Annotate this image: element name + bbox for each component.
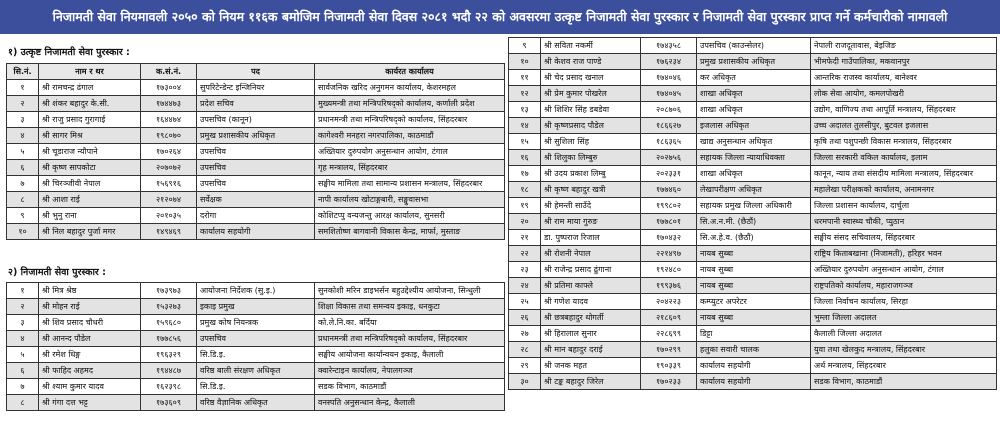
table-row: [7, 192, 505, 208]
cell-serial: १: [7, 283, 39, 299]
cell-post: शाखा अधिकृत: [697, 86, 811, 102]
cell-office: कानून, न्याय तथा संसदीय मामिला मन्त्रालय, सिंहदरबार: [811, 166, 997, 182]
cell-post: उपसचिव: [197, 160, 315, 176]
cell-name: श्री रामचन्द्र ढंगाल: [39, 80, 141, 96]
cell-office: नेपाली राजदूतावास, बेइजिङ: [811, 38, 997, 54]
cell-serial: ८: [7, 395, 39, 411]
cell-office: युवा तथा खेलकुद मन्त्रालय, सिंहदरबार: [811, 342, 997, 358]
cell-staff-id: १६४४७४: [141, 112, 197, 128]
cell-name: श्री केशव राज पाण्डे: [541, 54, 641, 70]
cell-name: श्री राम माया गुरुङ: [541, 214, 641, 230]
table-row: [509, 150, 997, 166]
cell-post: उपसचिव: [197, 144, 315, 160]
cell-post: नायब सुब्बा: [697, 278, 811, 294]
cell-name: श्री गंगा दत्त भट्ट: [39, 395, 141, 411]
cell-staff-id: १७४०४५: [641, 86, 697, 102]
cell-post: नायब सुब्बा: [697, 310, 811, 326]
table-row: [7, 299, 505, 315]
cell-staff-id: १४९४६९: [141, 224, 197, 240]
cell-name: श्री आनन्द पौडेल: [39, 331, 141, 347]
cell-serial: १२: [509, 86, 541, 102]
cell-serial: १०: [7, 224, 39, 240]
cell-staff-id: १९६३२९: [141, 347, 197, 363]
table-row: [509, 38, 997, 54]
cell-office: सङ्घीय मामिला तथा सामान्य प्रशासन मन्त्रालय, सिंहदरबार: [315, 176, 505, 192]
cell-name: श्री कृष्णप्रसाद पौडेल: [541, 118, 641, 134]
cell-serial: १०: [509, 54, 541, 70]
cell-post: डिट्टा: [697, 326, 811, 342]
cell-post: लेखापरीक्षण अधिकृत: [697, 182, 811, 198]
cell-post: सहायक जिल्ला न्यायाधिवक्ता: [697, 150, 811, 166]
cell-name: श्री भुनु राना: [39, 208, 141, 224]
cell-post: सि.डि.इ.: [197, 379, 315, 395]
cell-staff-id: १७३९७३: [141, 283, 197, 299]
table-row: [509, 262, 997, 278]
cell-name: श्री कृष्ण बहादुर खत्री: [541, 182, 641, 198]
cell-office: मुख्यमन्त्री तथा मन्त्रिपरिषद्‌को कार्यालय, कर्णाली प्रदेश: [315, 96, 505, 112]
col-office: कार्यरत कार्यालय: [315, 64, 505, 80]
cell-serial: २५: [509, 294, 541, 310]
cell-name: डा. पुष्पराज रिजाल: [541, 230, 641, 246]
cell-serial: ७: [7, 176, 39, 192]
cell-serial: ५: [7, 347, 39, 363]
table-row: [7, 160, 505, 176]
cell-post: सहायक प्रमुख जिल्ला अधिकारी: [697, 198, 811, 214]
cell-staff-id: २२८६९९: [641, 326, 697, 342]
cell-staff-id: १९४४८७: [141, 363, 197, 379]
table-row: [509, 294, 997, 310]
cell-name: श्री सागर मिश्र: [39, 128, 141, 144]
cell-post: कार्यालय सहयोगी: [197, 224, 315, 240]
cell-staff-id: १९०३३९: [641, 358, 697, 374]
cell-serial: १३: [509, 102, 541, 118]
cell-post: वरिष्ठ बाली संरक्षण अधिकृत: [197, 363, 315, 379]
award-table-2: [6, 282, 505, 411]
cell-office: धरमपानी स्वास्थ्य चौकी, प्युठान: [811, 214, 997, 230]
cell-staff-id: १७४३५८: [641, 38, 697, 54]
cell-name: श्री आशा राई: [39, 192, 141, 208]
table-row: [509, 342, 997, 358]
cell-office: राष्ट्रिय किताबखाना (निजामती), हरिहर भवन: [811, 246, 997, 262]
cell-post: नायब सुब्बा: [697, 246, 811, 262]
cell-serial: १: [7, 80, 39, 96]
cell-staff-id: २१२०७४: [141, 192, 197, 208]
cell-post: कार्यालय सहयोगी: [697, 358, 811, 374]
table-row: [7, 128, 505, 144]
cell-post: इकाइ प्रमुख: [197, 299, 315, 315]
cell-name: श्री चूडाराज न्यौपाने: [39, 144, 141, 160]
cell-post: सि.अ.न.मी. (छैठौं): [697, 214, 811, 230]
cell-staff-id: १७४४७३: [141, 96, 197, 112]
cell-staff-id: २०४२२३: [641, 294, 697, 310]
cell-serial: २३: [509, 262, 541, 278]
table-row: [509, 326, 997, 342]
cell-serial: १५: [509, 134, 541, 150]
cell-office: प्रधानमन्त्री तथा मन्त्रिपरिषद्‌को कार्यालय, सिंहदरबार: [315, 331, 505, 347]
table-row: [509, 102, 997, 118]
cell-serial: ४: [7, 128, 39, 144]
cell-office: आन्तरिक राजस्व कार्यालय, बानेश्वर: [811, 70, 997, 86]
cell-serial: २६: [509, 310, 541, 326]
cell-staff-id: १७३६०९: [141, 395, 197, 411]
cell-post: शाखा अधिकृत: [697, 102, 811, 118]
cell-name: श्री छत्रबहादुर थोगर्ती: [541, 310, 641, 326]
cell-staff-id: १७४०४६: [641, 70, 697, 86]
cell-name: श्री मोहन राई: [39, 299, 141, 315]
cell-name: श्री शंकर बहादुर के.सी.: [39, 96, 141, 112]
cell-office: लोक सेवा आयोग, कमलपोखरी: [811, 86, 997, 102]
cell-name: श्री शिशिर सिंह डबडेवा: [541, 102, 641, 118]
cell-staff-id: २०७०७२: [141, 160, 197, 176]
cell-name: श्री शिलुका लिम्बुरु: [541, 150, 641, 166]
cell-office: कागेश्वरी मनहरा नगरपालिका, काठमाडौं: [315, 128, 505, 144]
cell-office: वनस्पति अनुसन्धान केन्द्र, कैलाली: [315, 395, 505, 411]
cell-name: श्री उदय प्रकाश लिम्बु: [541, 166, 641, 182]
cell-office: समशितोष्ण बागवानी विकास केन्द्र, मार्फा, मुस्ताङ: [315, 224, 505, 240]
cell-serial: ७: [7, 379, 39, 395]
cell-office: सङ्घीय आयोजना कार्यान्वयन इकाइ, कैलाली: [315, 347, 505, 363]
table-row: [7, 315, 505, 331]
cell-name: श्री रोशनी नेपाल: [541, 246, 641, 262]
table-row: [7, 363, 505, 379]
cell-staff-id: २०२७५६: [641, 150, 697, 166]
cell-staff-id: २२१४९७: [641, 246, 697, 262]
cell-office: शिक्षा विकास तथा समन्वय इकाइ, धनकुटा: [315, 299, 505, 315]
cell-staff-id: १७७४६०: [641, 182, 697, 198]
cell-serial: ९: [509, 38, 541, 54]
award-table-1: [6, 63, 505, 240]
cell-name: श्री फाहिद अहमद: [39, 363, 141, 379]
cell-name: श्री चेद प्रसाद खनाल: [541, 70, 641, 86]
cell-name: श्री मित्र श्रेष्ठ: [39, 283, 141, 299]
cell-serial: २४: [509, 278, 541, 294]
table-row: [7, 80, 505, 96]
table-row: [509, 118, 997, 134]
cell-staff-id: १८६६२७: [641, 118, 697, 134]
cell-staff-id: १७०२३३: [641, 374, 697, 390]
cell-post: नायब सुब्बा: [697, 262, 811, 278]
cell-name: श्री सुशिला सिंह: [541, 134, 641, 150]
cell-serial: २२: [509, 246, 541, 262]
award-table-2-continued: [508, 37, 997, 390]
section-1-heading: १) उत्कृष्ट निजामती सेवा पुरस्कार :: [8, 47, 130, 58]
cell-staff-id: १७७८५६: [141, 331, 197, 347]
cell-office: उद्योग, वाणिज्य तथा आपूर्ति मन्त्रालय, सिंहदरबार: [811, 102, 997, 118]
cell-serial: ३०: [509, 374, 541, 390]
table-row: [509, 166, 997, 182]
cell-post: उपसचिव (कानून): [197, 112, 315, 128]
cell-office: भुम्ला जिल्ला अदालत: [811, 310, 997, 326]
table-row: [509, 374, 997, 390]
table-row: [7, 112, 505, 128]
cell-staff-id: १९९३७६: [641, 278, 697, 294]
cell-serial: ९: [7, 208, 39, 224]
cell-post: सर्वेक्षक: [197, 192, 315, 208]
cell-post: कम्प्युटर अपरेटर: [697, 294, 811, 310]
table-row: [7, 331, 505, 347]
cell-office: भीमफेदी गाउँपालिका, मकवानपुर: [811, 54, 997, 70]
cell-name: श्री शिव प्रसाद चौधरी: [39, 315, 141, 331]
cell-office: को.ले.नि.का. बर्दिया: [315, 315, 505, 331]
cell-serial: २: [7, 96, 39, 112]
col-staff-id: क.सं.नं.: [141, 64, 197, 80]
cell-serial: २८: [509, 342, 541, 358]
table-row: [509, 230, 997, 246]
cell-office: जिल्ला प्रशासन कार्यालय, दार्चुला: [811, 198, 997, 214]
cell-office: क्वारेन्टाइन कार्यालय, नेपालगञ्ज: [315, 363, 505, 379]
table-row: [7, 224, 505, 240]
table-row: [509, 246, 997, 262]
page-title: निजामती सेवा नियमावली २०५० को नियम ११६क बमोजिम निजामती सेवा दिवस २०८१ भदौ २२ को अवसरमा उत्कृष्ट निजामती सेवा पुरस्कार र निजामती सेवा पुरस्कार प्राप्त गर्ने कर्मचारीको नामावली: [0, 0, 1000, 34]
cell-staff-id: २०८७०६: [641, 102, 697, 118]
cell-post: सुपरिटेन्डेन्ट इन्जिनियर: [197, 80, 315, 96]
cell-name: श्री चिरञ्जीवी नेपाल: [39, 176, 141, 192]
col-serial: सि.नं.: [7, 64, 39, 80]
cell-office: कोशिटप्पु वन्यजन्तु आरक्ष कार्यालय, सुनसरी: [315, 208, 505, 224]
table-row: [7, 144, 505, 160]
cell-office: कैलाली जिल्ला अदालत: [811, 326, 997, 342]
table-row: [7, 208, 505, 224]
cell-post: प्रमुख प्रशासकीय अधिकृत: [697, 54, 811, 70]
cell-name: श्री हिरालाल सुनार: [541, 326, 641, 342]
cell-post: खाद्य अनुसन्धान अधिकृत: [697, 134, 811, 150]
cell-office: अख्तियार दुरुपयोग अनुसन्धान आयोग, टंगाल: [315, 144, 505, 160]
cell-post: आयोजना निर्देशक (सु.इ.): [197, 283, 315, 299]
cell-name: श्री राजेन्द्र प्रसाद ढुंगाना: [541, 262, 641, 278]
cell-post: कर अधिकृत: [697, 70, 811, 86]
cell-office: सार्वजनिक खरिद अनुगमन कार्यालय, केशरमहल: [315, 80, 505, 96]
cell-staff-id: १९९८०२: [641, 198, 697, 214]
cell-office: राष्ट्रपतिको कार्यालय, महाराजगञ्ज: [811, 278, 997, 294]
cell-staff-id: १५३२७३: [141, 299, 197, 315]
table-header-row: [7, 64, 505, 80]
cell-staff-id: १७०२६४: [141, 144, 197, 160]
table-row: [509, 86, 997, 102]
cell-post: प्रदेश सचिव: [197, 96, 315, 112]
cell-post: प्रमुख कोष नियन्त्रक: [197, 315, 315, 331]
cell-office: अर्थ मन्त्रालय, सिंहदरबार: [811, 358, 997, 374]
cell-serial: २९: [509, 358, 541, 374]
table-row: [7, 96, 505, 112]
cell-serial: १४: [509, 118, 541, 134]
cell-serial: १७: [509, 166, 541, 182]
cell-serial: १८: [509, 182, 541, 198]
table-row: [509, 278, 997, 294]
cell-office: सङ्घीय संसद सचिवालय, सिंहदरबार: [811, 230, 997, 246]
cell-serial: २७: [509, 326, 541, 342]
cell-staff-id: १७०४३२: [641, 230, 697, 246]
cell-office: गृह मन्त्रालय, सिंहदरबार: [315, 160, 505, 176]
table-row: [509, 358, 997, 374]
cell-post: इजलास अधिकृत: [697, 118, 811, 134]
cell-name: श्री गणेश यादव: [541, 294, 641, 310]
cell-post: उपसचिव (काउन्सेलर): [697, 38, 811, 54]
cell-office: जिल्ला निर्वाचन कार्यालय, सिरहा: [811, 294, 997, 310]
cell-office: सडक विभाग, काठमाडौं: [315, 379, 505, 395]
table-row: [7, 347, 505, 363]
cell-serial: २: [7, 299, 39, 315]
cell-serial: ५: [7, 144, 39, 160]
table-row: [7, 176, 505, 192]
cell-name: श्री कृष्ण सापकोटा: [39, 160, 141, 176]
cell-staff-id: २१८६०९: [641, 310, 697, 326]
cell-office: उच्च अदालत तुलसीपुर, बुटवल इजलास: [811, 118, 997, 134]
table-row: [509, 70, 997, 86]
cell-name: श्री श्याम कुमार यादव: [39, 379, 141, 395]
cell-post: दरोगा: [197, 208, 315, 224]
table-row: [509, 198, 997, 214]
cell-serial: १९: [509, 198, 541, 214]
cell-post: वरिष्ठ वैज्ञानिक अधिकृत: [197, 395, 315, 411]
cell-staff-id: १९२४८०: [641, 262, 697, 278]
cell-name: श्री प्रेम कुमार पोखरेल: [541, 86, 641, 102]
table-row: [7, 379, 505, 395]
cell-name: श्री टङ्क बहादुर जिरेल: [541, 374, 641, 390]
cell-post: हलुका सवारी चालक: [697, 342, 811, 358]
cell-staff-id: १७०२९९: [641, 342, 697, 358]
cell-staff-id: १६२३९८: [141, 379, 197, 395]
cell-staff-id: १७७८०१: [641, 214, 697, 230]
table-row: [7, 395, 505, 411]
cell-name: श्री मान बहादुर दराई: [541, 342, 641, 358]
cell-serial: ११: [509, 70, 541, 86]
cell-post: प्रमुख प्रशासकीय अधिकृत: [197, 128, 315, 144]
table-row: [7, 283, 505, 299]
cell-staff-id: २०२३३१: [641, 166, 697, 182]
cell-office: सडक विभाग, काठमाडौं: [811, 374, 997, 390]
cell-staff-id: १९८०७०: [141, 128, 197, 144]
cell-office: कृषि तथा पशुपन्छी विकास मन्त्रालय, सिंहदरबार: [811, 134, 997, 150]
table-row: [509, 54, 997, 70]
cell-staff-id: १५६९१६: [141, 176, 197, 192]
cell-name: श्री हेमन्ती साउँदे: [541, 198, 641, 214]
cell-office: प्रधानमन्त्री तथा मन्त्रिपरिषद्‌को कार्यालय, सिंहदरबार: [315, 112, 505, 128]
cell-name: श्री राजु प्रसाद गुरागाई: [39, 112, 141, 128]
cell-serial: ६: [7, 363, 39, 379]
cell-name: श्री निल बहादुर पुर्जा मगर: [39, 224, 141, 240]
cell-staff-id: २०१०३५: [141, 208, 197, 224]
col-name: नाम र थर: [39, 64, 141, 80]
cell-serial: ३: [7, 112, 39, 128]
cell-office: जिल्ला सरकारी वकिल कार्यालय, इलाम: [811, 150, 997, 166]
cell-post: शाखा अधिकृत: [697, 166, 811, 182]
cell-serial: २०: [509, 214, 541, 230]
cell-name: श्री रमेश धिङ्ग: [39, 347, 141, 363]
cell-staff-id: १७३००४: [141, 80, 197, 96]
cell-staff-id: १७६२३४: [641, 54, 697, 70]
table-row: [509, 214, 997, 230]
cell-serial: ४: [7, 331, 39, 347]
cell-office: नापी कार्यालय खोटाङ्गबारी, सङ्खुवासभा: [315, 192, 505, 208]
cell-serial: ३: [7, 315, 39, 331]
section-2-heading: २) निजामती सेवा पुरस्कार :: [8, 267, 106, 278]
table-row: [509, 134, 997, 150]
cell-name: श्री प्रतिमा काफ्ले: [541, 278, 641, 294]
cell-serial: ८: [7, 192, 39, 208]
cell-serial: १६: [509, 150, 541, 166]
table-row: [509, 182, 997, 198]
cell-office: सुनकोशी मरिन डाइभर्सन बहुउद्देश्यीय आयोजना, सिन्धुली: [315, 283, 505, 299]
col-post: पद: [197, 64, 315, 80]
cell-post: उपसचिव: [197, 331, 315, 347]
cell-post: उपसचिव: [197, 176, 315, 192]
cell-serial: ६: [7, 160, 39, 176]
cell-staff-id: १८६३६५: [641, 134, 697, 150]
cell-post: कार्यालय सहयोगी: [697, 374, 811, 390]
cell-name: श्री सविता नकर्मी: [541, 38, 641, 54]
cell-office: अख्तियार दुरुपयोग अनुसन्धान आयोग, टंगाल: [811, 262, 997, 278]
table-row: [509, 310, 997, 326]
cell-staff-id: १५९६८०: [141, 315, 197, 331]
cell-serial: २१: [509, 230, 541, 246]
cell-post: सि.डि.इ.: [197, 347, 315, 363]
cell-name: श्री जनक महत: [541, 358, 641, 374]
cell-post: सि.अ.हे.व. (छैठौं): [697, 230, 811, 246]
cell-office: महालेखा परीक्षकको कार्यालय, अनामनगर: [811, 182, 997, 198]
